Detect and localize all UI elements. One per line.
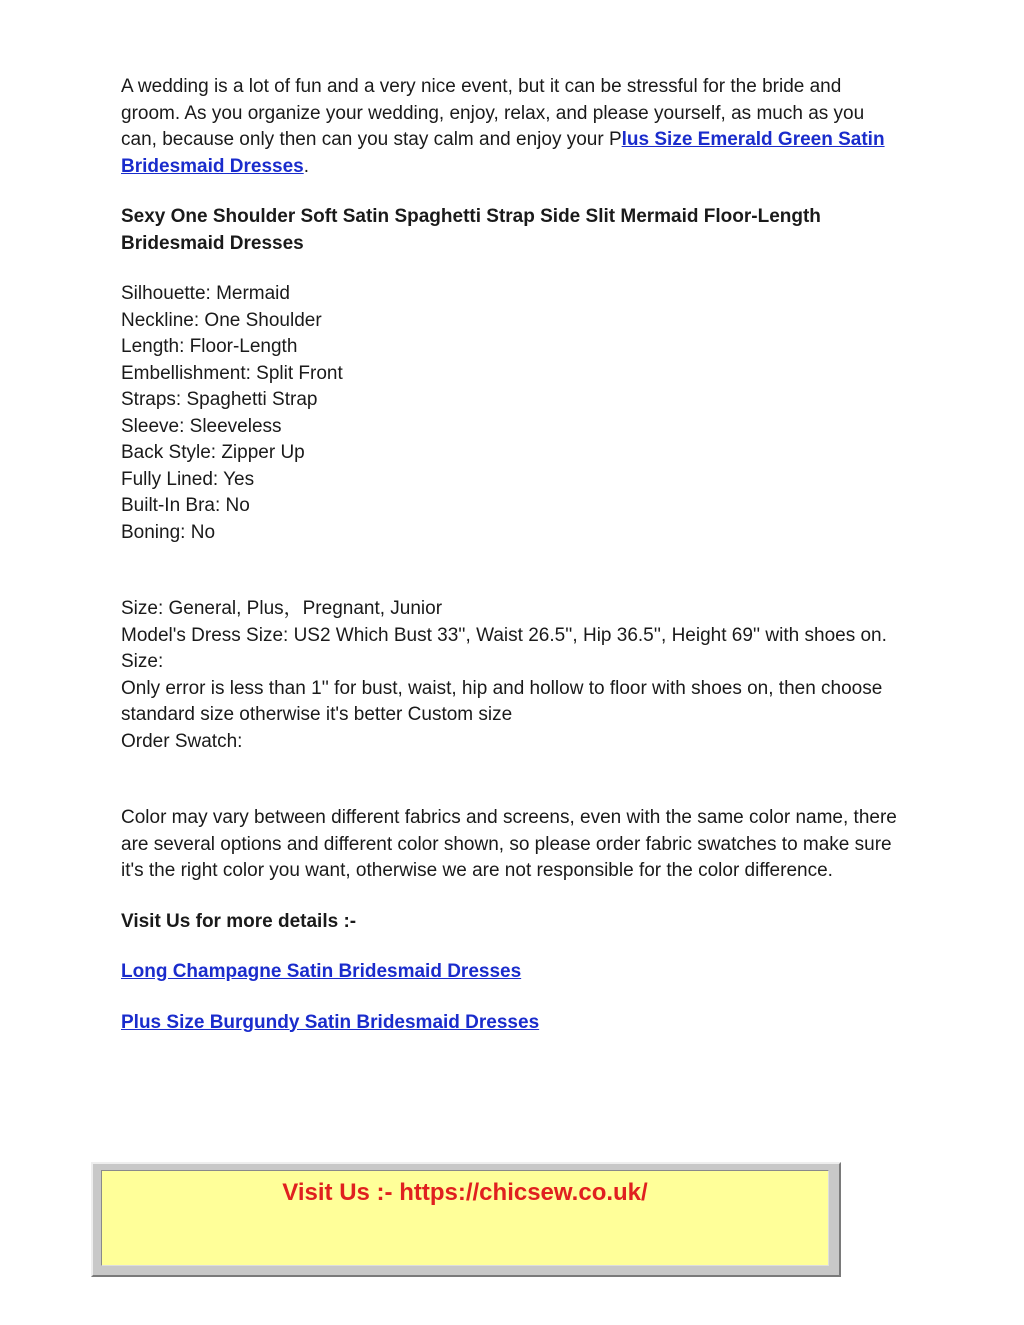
spec-sleeve: Sleeve: Sleeveless	[121, 415, 282, 437]
intro-paragraph	[121, 74, 901, 180]
spec-length: Length: Floor-Length	[121, 336, 298, 357]
size-section	[121, 596, 901, 755]
champagne-dresses-link[interactable]: Long Champagne Satin Bridesmaid Dresses	[121, 961, 522, 982]
spec-neckline: Neckline: One Shoulder	[121, 309, 322, 331]
color-note: Color may vary between different fabrics and screens, even with the same color name, there are several options and different color shown, so please order fabric swatches to make sure it's the right color you want, otherwise we are not responsible for the color difference.	[121, 807, 897, 881]
emerald-green-dresses-link[interactable]: lus Size Emerald Green Satin Bridesmaid Dresses	[121, 129, 885, 177]
spec-built-in-bra: Built-In Bra: No	[121, 495, 250, 516]
spec-boning: Boning: No	[121, 521, 216, 543]
spec-list	[121, 281, 901, 546]
champagne-link-paragraph	[121, 959, 901, 986]
visit-banner-text[interactable]: Visit Us :- https://chicsew.co.uk/	[282, 1179, 648, 1206]
order-swatch-label: Order Swatch:	[121, 730, 243, 752]
model-size: Model's Dress Size: US2 Which Bust 33'', Waist 26.5'', Hip 36.5'', Height 69'' with shoes on.	[121, 624, 887, 646]
size-options: Size: General, Plus，Pregnant, Junior	[121, 598, 443, 619]
visit-heading: Visit Us for more details :-	[121, 910, 357, 932]
spec-back-style: Back Style: Zipper Up	[121, 442, 305, 463]
visit-banner	[91, 1162, 841, 1277]
product-title: Sexy One Shoulder Soft Satin Spaghetti Strap Side Slit Mermaid Floor-Length Bridesmaid Dresses	[121, 206, 821, 254]
spec-straps: Straps: Spaghetti Strap	[121, 389, 318, 410]
spec-embellishment: Embellishment: Split Front	[121, 362, 343, 384]
spec-silhouette: Silhouette: Mermaid	[121, 283, 290, 304]
intro-period: .	[303, 155, 309, 177]
visit-banner-inner	[101, 1170, 829, 1266]
size-error-note: Only error is less than 1'' for bust, waist, hip and hollow to floor with shoes on, then choose standard size otherwise it's better Custom size	[121, 677, 883, 725]
size-label: Size:	[121, 651, 164, 672]
document-page	[121, 74, 901, 1060]
burgundy-link-paragraph	[121, 1010, 901, 1037]
spec-fully-lined: Fully Lined: Yes	[121, 468, 255, 490]
burgundy-dresses-link[interactable]: Plus Size Burgundy Satin Bridesmaid Dresses	[121, 1011, 540, 1033]
intro-text: A wedding is a lot of fun and a very nice event, but it can be stressful for the bride and groom. As you organize your wedding, enjoy, relax, and please yourself, as much as you can, because only then can you stay calm and enjoy your P	[121, 76, 865, 150]
